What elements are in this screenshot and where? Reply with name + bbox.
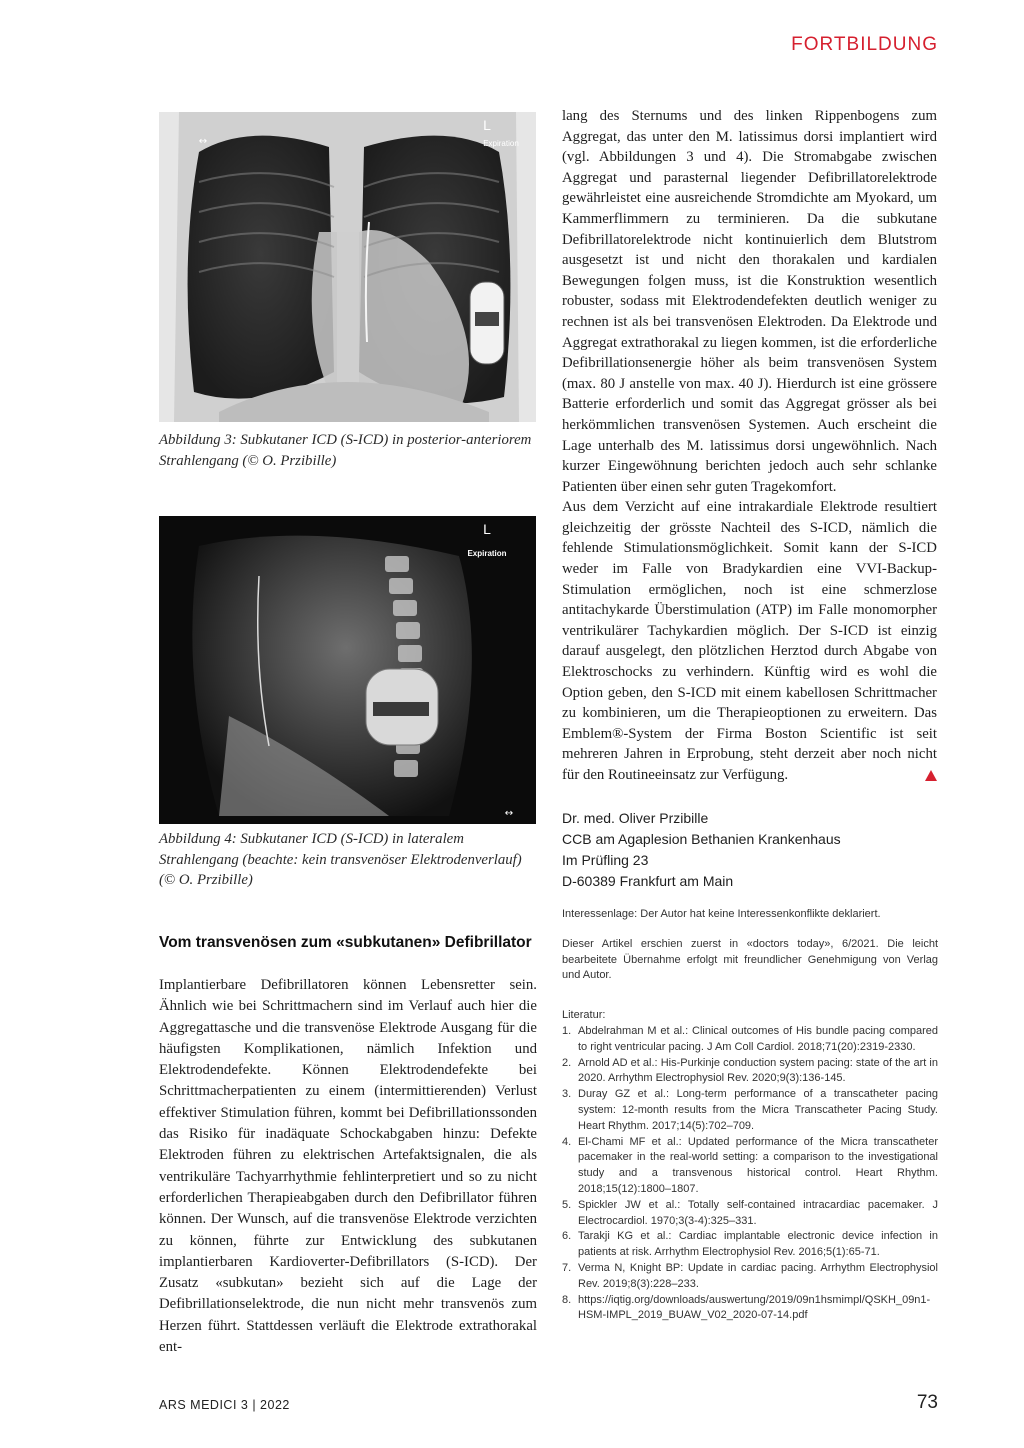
reference-number: 2.	[562, 1056, 572, 1069]
figure-4-caption: Abbildung 4: Subkutaner ICD (S-ICD) in lateralem Strahlengang (beachte: kein transvenöser Elektrodenverlauf) (© O. Przibille)	[159, 831, 522, 889]
page-number: 73	[916, 1392, 938, 1413]
reference-number: 3.	[562, 1088, 572, 1101]
reference-text: Arnold AD et al.: His-Purkinje conduction system pacing: state of the art in 2020. Arrhythm Electrophysiol Rev. 2020;9(3):136-145.	[578, 1056, 938, 1085]
reference-text: Verma N, Knight BP: Update in cardiac pacing. Arrhythm Electrophysiol Rev. 2019;8(3):228–233.	[578, 1261, 938, 1290]
figure-3-xray-image	[159, 112, 536, 422]
reference-number: 6.	[562, 1230, 572, 1243]
reprint-note: Dieser Artikel erschien zuerst in «doctors today», 6/2021. Die leicht bearbeitete Übernahme erfolgt mit freundlicher Genehmigung von Verlag und Autor.	[562, 938, 938, 981]
reference-text: Abdelrahman M et al.: Clinical outcomes of His bundle pacing compared to right ventricular pacing. J Am Coll Cardiol. 2018;71(20):2319-2330.	[578, 1025, 938, 1053]
reference-link[interactable]: https://iqtig.org/downloads/auswertung/2019/09n1hsmimpl/QSKH_09n1-HSM-IMPL_2019_BUAW_V02_2020-07-14.pdf	[578, 1293, 931, 1322]
conflict-of-interest-note: Interessenlage: Der Autor hat keine Interessenkonflikte deklariert.	[562, 908, 881, 920]
reference-number: 1.	[562, 1025, 572, 1037]
reference-number: 7.	[562, 1261, 572, 1274]
reference-text: El-Chami MF et al.: Updated performance of the Micra transcatheter pacemaker in the real-world setting: a comparison to the investigational study and a transvenous historical control. Heart Rhythm. 2018;15(12):1800–1807.	[578, 1135, 938, 1195]
end-of-article-marker	[925, 770, 937, 781]
reference-item	[562, 1024, 938, 1056]
section-heading: Vom transvenösen zum «subkutanen» Defibrillator	[159, 934, 532, 951]
author-institution: CCB am Agaplesion Bethanien Krankenhaus	[562, 831, 841, 847]
reference-text: Tarakji KG et al.: Cardiac implantable electronic device infection in patients at risk. Arrhythm Electrophysiol Rev. 2016;5(1):65-71.	[578, 1230, 938, 1259]
reference-number: 5.	[562, 1198, 572, 1211]
figure-4-side-marker: L	[483, 521, 491, 537]
literature-label: Literatur:	[562, 1009, 606, 1021]
right-column-text	[562, 106, 937, 786]
arrows-icon: ↔	[504, 808, 514, 819]
reference-item	[562, 1198, 938, 1230]
reference-item	[562, 1293, 938, 1325]
reference-item	[562, 1056, 938, 1088]
reference-item	[562, 1229, 938, 1261]
figure-3-expiration-label: Expiration	[483, 139, 519, 148]
author-city: D-60389 Frankfurt am Main	[562, 873, 734, 889]
reference-item	[562, 1135, 938, 1198]
figure-4-expiration-label: Expiration	[467, 549, 507, 558]
reference-item	[562, 1261, 938, 1293]
figure-3-side-marker: L	[483, 117, 491, 133]
author-address	[562, 808, 841, 892]
section-title: FORTBILDUNG	[791, 34, 938, 55]
reference-number: 4.	[562, 1135, 572, 1148]
reference-text: Duray GZ et al.: Long-term performance of a transcatheter pacing system: 12-month results from the Micra Transcatheter Pacing Study. Heart Rhythm. 2017;14(5):702–709.	[578, 1088, 938, 1132]
figure-4-xray-image	[159, 516, 536, 824]
reference-text: Spickler JW et al.: Totally self-contained intracardiac pacemaker. J Electrocardiol. 1970;3(3-4):325–331.	[578, 1198, 938, 1227]
figure-3-caption: Abbildung 3: Subkutaner ICD (S-ICD) in posterior-anteriorem Strahlengang (© O. Przibille)	[159, 432, 532, 469]
reference-number: 8.	[562, 1293, 572, 1306]
left-column-text: Implantierbare Defibrillatoren können Lebensretter sein. Ähnlich wie bei Schrittmachern sind im Verlauf auch hier die Aggregattasche und die transvenöse Elektrode Ausgang für die häufigsten Komplikationen, nämlich Infektion und Elektrodendefekte. Können Elektrodendefekte bei Schrittmacherpatienten zu einem (intermittierenden) Verlust effektiver Stimulation führen, kommt bei Defibrillationssonden das Risiko für inadäquate Schockabgaben hinzu: Defekte Elektroden führen zu elektrischen Artefaktsignalen, die als ventrikuläre Tachyarrhythmie fehlinterpretiert und so zu nicht erforderlichen Therapieabgaben durch den Defibrillator führen können. Der Wunsch, auf die transvenöse Elektrode verzichten zu können, führte zur Entwicklung des subkutanen implantierbaren Kardioverter-Defibrillators (S-ICD). Der Zusatz «subkutan» bezieht sich auf die Lage der Defibrillationselektrode, die nun nicht mehr transvenös zum Herzen führt. Stattdessen verläuft die Elektrode extrathorakal ent-	[159, 977, 537, 1356]
reference-list	[562, 1024, 938, 1324]
reference-item	[562, 1087, 938, 1134]
paragraph-disadvantages: Aus dem Verzicht auf eine intrakardiale Elektrode resultiert gleichzeitig der grösste Nachteil des S-ICD, nämlich die fehlende Stimulationsmöglichkeit. Somit kann der S-ICD weder im Falle von Bradykardien eine VVI-Backup-Stimulation ermöglichen, noch ist eine schmerzlose antitachykarde Überstimulation (ATP) im Falle monomorpher ventrikulärer Tachykardien möglich. Der S-ICD ist einzig darauf ausgelegt, den plötzlichen Herztod durch Abgabe von Elektroschocks zu verhindern. Künftig wird es wohl die Option geben, den S-ICD mit einem kabellosen Schrittmacher zu kombinieren, um die Therapieoptionen zu erweitern. Das Emblem®-System der Firma Boston Scientific ist seit mehreren Jahren in Erprobung, steht derzeit aber noch nicht für den Routineeinsatz zur Verfügung.	[562, 499, 937, 783]
paragraph-continuation: lang des Sternums und des linken Rippenbogens zum Aggregat, das unter den M. latissimus dorsi implantiert wird (vgl. Abbildungen 3 und 4). Die Stromabgabe zwischen Aggregat und parasternal liegender Defibrillatorelektrode gewährleistet eine ausreichende Stromdichte am Myokard, um Kammerflimmern zu terminieren. Da die subkutane Defibrillatorelektrode nicht kontinuierlich dem Blutstrom ausgesetzt ist und nicht den thorakalen und kardialen Bewegungen folgen muss, ist die Konstruktion wesentlich robuster, sodass mit Elektrodendefekten deutlich weniger zu rechnen ist als bei transvenösen Elektroden. Da Elektrode und Aggregat extrathorakal zu liegen kommen, ist die erforderliche Defibrillationsenergie höher als beim transvenösen System (max. 80 J anstelle von max. 40 J). Hierdurch ist eine grössere Batterie erforderlich und somit das Aggregat grösser als bei herkömmlichen transvenösen Systemen. Auch erscheint die Lage unterhalb des M. latissimus dorsi ungewöhnlich. Nach kurzer Eingewöhnung berichten jedoch auch sehr schlanke Patienten über einen sehr guten Tragekomfort.	[562, 108, 937, 495]
author-street: Im Prüfling 23	[562, 852, 649, 868]
author-name: Dr. med. Oliver Przibille	[562, 810, 709, 826]
journal-issue: ARS MEDICI 3 | 2022	[159, 1398, 290, 1412]
arrows-icon: ↔	[198, 136, 208, 147]
